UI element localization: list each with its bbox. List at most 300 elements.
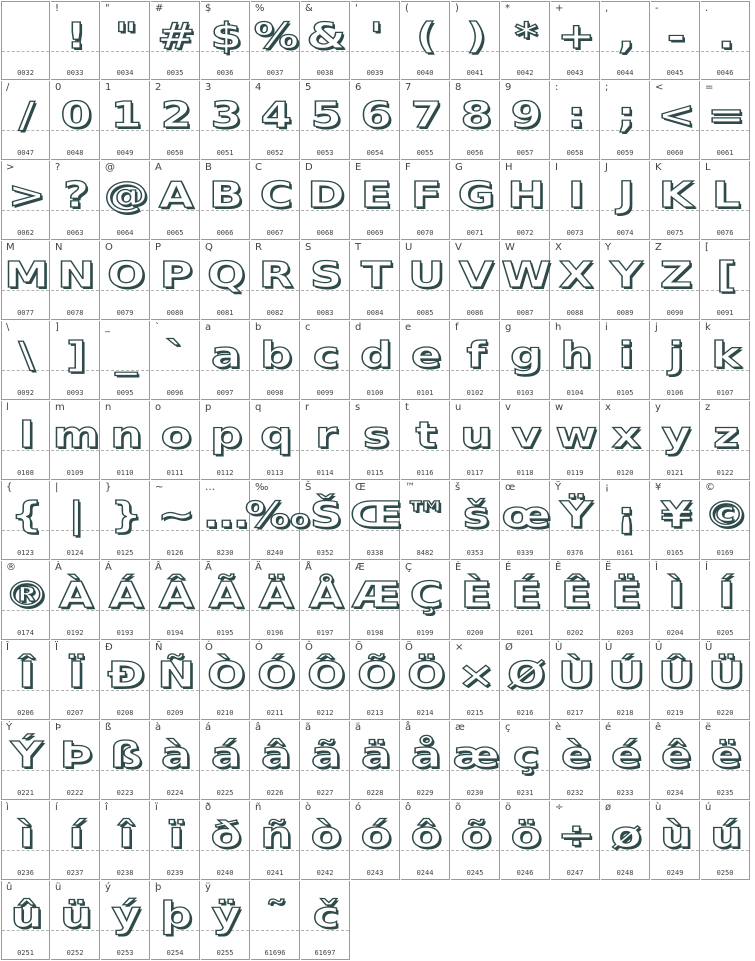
glyph-character-label: Í <box>705 562 708 573</box>
glyph-cell-61697 <box>301 881 350 960</box>
glyph-preview: Ç <box>409 575 441 616</box>
glyph-preview: É <box>510 575 540 616</box>
glyph-code-label: 0226 <box>266 789 284 797</box>
glyph-code-label: 0121 <box>666 469 684 477</box>
glyph-character-label: \ <box>6 322 10 333</box>
glyph-character-label: H <box>505 162 513 173</box>
glyph-cell-0119 <box>551 401 600 480</box>
glyph-preview: r <box>315 415 335 456</box>
glyph-code-label: 0199 <box>416 629 434 637</box>
glyph-code-label: 0036 <box>216 69 234 77</box>
glyph-preview: l <box>19 415 32 456</box>
glyph-character-label: ä <box>355 722 362 733</box>
glyph-code-label: 0174 <box>17 629 34 637</box>
glyph-character-label: < <box>655 82 664 93</box>
glyph-cell-0058 <box>551 81 600 160</box>
glyph-character-label: ? <box>55 162 61 173</box>
glyph-cell-0254 <box>151 881 200 960</box>
glyph-preview: Ý <box>10 735 41 776</box>
glyph-preview: > <box>7 175 44 216</box>
glyph-character-label: ¡ <box>605 482 610 493</box>
glyph-preview: × <box>457 655 493 696</box>
glyph-code-label: 0057 <box>516 149 534 157</box>
glyph-cell-0228 <box>351 721 400 800</box>
glyph-code-label: 0203 <box>616 629 634 637</box>
glyph-cell-0064 <box>101 161 150 240</box>
glyph-cell-0102 <box>451 321 500 400</box>
glyph-character-label: È <box>455 562 462 573</box>
glyph-cell-0047 <box>1 81 50 160</box>
glyph-code-label: 0249 <box>666 869 684 877</box>
glyph-code-label: 0125 <box>116 549 134 557</box>
glyph-cell-0207 <box>51 641 100 720</box>
glyph-cell-0032 <box>1 1 50 80</box>
glyph-code-label: 0076 <box>716 229 734 237</box>
glyph-character-label: n <box>105 402 112 413</box>
glyph-code-label: 0101 <box>416 389 434 397</box>
glyph-code-label: 0165 <box>666 549 684 557</box>
glyph-preview: Þ <box>59 735 91 776</box>
glyph-preview: ò <box>310 815 340 856</box>
glyph-preview: @ <box>103 175 147 216</box>
glyph-preview: N <box>57 255 93 296</box>
glyph-preview: F <box>410 175 440 216</box>
glyph-preview: t <box>415 415 435 456</box>
glyph-preview: ø <box>610 815 640 856</box>
glyph-code-label: 0104 <box>566 389 584 397</box>
glyph-cell-0232 <box>551 721 600 800</box>
glyph-cell-0059 <box>601 81 650 160</box>
glyph-code-label: 61696 <box>264 949 286 957</box>
glyph-character-label: ñ <box>255 802 262 813</box>
glyph-character-label: @ <box>105 162 115 173</box>
glyph-character-label: 0 <box>55 82 62 93</box>
glyph-preview: Ä <box>258 575 292 616</box>
glyph-cell-0080 <box>151 241 200 320</box>
glyph-cell-0247 <box>551 801 600 880</box>
glyph-cell-0076 <box>701 161 750 240</box>
glyph-preview: û <box>10 895 41 936</box>
glyph-preview: Û <box>657 655 693 696</box>
glyph-cell-0069 <box>351 161 400 240</box>
glyph-cell-0112 <box>201 401 250 480</box>
glyph-code-label: 0090 <box>666 309 684 317</box>
glyph-code-label: 0235 <box>716 789 734 797</box>
glyph-cell-0352 <box>301 481 350 560</box>
glyph-character-label: 3 <box>205 82 212 93</box>
glyph-character-label: ó <box>355 802 362 813</box>
glyph-cell-0045 <box>651 1 700 80</box>
glyph-cell-0105 <box>601 321 650 400</box>
glyph-character-label: & <box>305 3 313 14</box>
glyph-code-label: 0120 <box>616 469 634 477</box>
glyph-character-label: Ü <box>705 642 713 653</box>
glyph-cell-0174 <box>1 561 50 640</box>
glyph-code-label: 0216 <box>516 709 534 717</box>
glyph-cell-0126 <box>151 481 200 560</box>
glyph-character-label: Z <box>655 242 662 253</box>
glyph-code-label: 0080 <box>166 309 184 317</box>
glyph-code-label: 0247 <box>566 869 584 877</box>
glyph-cell-0038 <box>301 1 350 80</box>
glyph-code-label: 0207 <box>66 709 84 717</box>
glyph-character-label: { <box>6 482 13 493</box>
glyph-preview: Ÿ <box>559 495 591 536</box>
glyph-preview: R <box>258 255 292 296</box>
glyph-code-label: 0244 <box>416 869 434 877</box>
glyph-preview: î <box>118 815 132 856</box>
glyph-preview: f <box>466 335 484 376</box>
glyph-code-label: 0119 <box>566 469 584 477</box>
glyph-character-label: . <box>705 3 709 14</box>
glyph-code-label: 0096 <box>166 389 184 397</box>
glyph-cell-0092 <box>1 321 50 400</box>
glyph-preview: M <box>4 255 47 296</box>
glyph-code-label: 0098 <box>266 389 284 397</box>
glyph-code-label: 0228 <box>366 789 384 797</box>
glyph-character-label: Q <box>205 242 213 253</box>
glyph-preview: D <box>307 175 343 216</box>
glyph-character-label: ö <box>505 802 512 813</box>
glyph-cell-0125 <box>101 481 150 560</box>
glyph-cell-0046 <box>701 1 750 80</box>
glyph-preview: z <box>713 415 737 456</box>
glyph-cell-0120 <box>601 401 650 480</box>
glyph-cell-0198 <box>351 561 400 640</box>
glyph-character-label: š <box>455 482 461 493</box>
glyph-character-label: ' <box>355 3 358 14</box>
glyph-character-label: x <box>605 402 611 413</box>
glyph-code-label: 0033 <box>66 69 84 77</box>
glyph-preview: H <box>507 175 543 216</box>
glyph-code-label: 0061 <box>716 149 734 157</box>
glyph-preview: - <box>666 16 684 57</box>
glyph-character-label: Å <box>305 562 312 573</box>
glyph-preview: Ò <box>207 655 243 696</box>
glyph-code-label: 0110 <box>116 469 134 477</box>
glyph-preview: š <box>462 495 488 536</box>
glyph-cell-0111 <box>151 401 200 480</box>
glyph-character-label: , <box>605 3 609 14</box>
glyph-code-label: 0234 <box>666 789 684 797</box>
glyph-character-label: Ì <box>655 562 658 573</box>
glyph-cell-0097 <box>201 321 250 400</box>
glyph-cell-0193 <box>101 561 150 640</box>
glyph-code-label: 0255 <box>216 949 234 957</box>
glyph-preview: O <box>107 255 143 296</box>
glyph-cell-0071 <box>451 161 500 240</box>
glyph-code-label: 0223 <box>116 789 134 797</box>
glyph-preview: å <box>411 735 439 776</box>
glyph-character-label: Y <box>605 242 612 253</box>
glyph-character-label: ê <box>655 722 662 733</box>
glyph-cell-0103 <box>501 321 550 400</box>
glyph-code-label: 0068 <box>316 229 334 237</box>
glyph-preview: S <box>310 255 340 296</box>
glyph-character-label: Ç <box>405 562 412 573</box>
glyph-character-label: Ÿ <box>555 482 562 493</box>
glyph-code-label: 0252 <box>66 949 84 957</box>
glyph-code-label: 0220 <box>716 709 734 717</box>
glyph-preview: n <box>110 415 140 456</box>
glyph-code-label: 0338 <box>366 549 384 557</box>
glyph-preview: è <box>560 735 590 776</box>
glyph-code-label: 0056 <box>466 149 484 157</box>
glyph-code-label: 0212 <box>316 709 334 717</box>
glyph-preview: Ã <box>208 575 242 616</box>
glyph-code-label: 0083 <box>316 309 334 317</box>
glyph-character-label: B <box>205 162 212 173</box>
glyph-character-label: = <box>705 82 714 93</box>
glyph-cell-0085 <box>401 241 450 320</box>
glyph-cell-0376 <box>551 481 600 560</box>
glyph-preview: m <box>52 415 98 456</box>
glyph-preview: ß <box>110 735 140 776</box>
glyph-character-label: S <box>305 242 312 253</box>
glyph-preview: Í <box>717 575 733 616</box>
glyph-cell-0048 <box>51 81 100 160</box>
glyph-code-label: 8482 <box>416 549 434 557</box>
glyph-code-label: 0219 <box>666 709 684 717</box>
glyph-character-label: / <box>6 82 10 93</box>
glyph-cell-0231 <box>501 721 550 800</box>
glyph-cell-0110 <box>101 401 150 480</box>
glyph-cell-0091 <box>701 241 750 320</box>
glyph-preview: ? <box>63 175 87 216</box>
glyph-preview: Ô <box>307 655 343 696</box>
glyph-cell-0070 <box>401 161 450 240</box>
glyph-preview: h <box>560 335 590 376</box>
glyph-preview: & <box>306 16 344 57</box>
glyph-cell-0161 <box>601 481 650 560</box>
glyph-preview: â <box>261 735 289 776</box>
glyph-character-label: ÷ <box>555 802 564 813</box>
glyph-character-label: s <box>355 402 361 413</box>
glyph-cell-0238 <box>101 801 150 880</box>
glyph-cell-0052 <box>251 81 300 160</box>
glyph-preview: í <box>68 815 82 856</box>
glyph-code-label: 0093 <box>66 389 84 397</box>
glyph-preview: T <box>360 255 390 296</box>
glyph-character-label: y <box>655 402 661 413</box>
glyph-code-label: 0214 <box>416 709 434 717</box>
glyph-cell-0065 <box>151 161 200 240</box>
glyph-preview: Î <box>18 655 33 696</box>
glyph-preview: Æ <box>351 575 399 616</box>
glyph-character-label: å <box>405 722 412 733</box>
glyph-code-label: 0062 <box>17 229 34 237</box>
glyph-preview: Ï <box>67 655 83 696</box>
glyph-character-label: ò <box>305 802 312 813</box>
glyph-preview: , <box>617 16 633 57</box>
glyph-character-label: 6 <box>355 82 362 93</box>
glyph-code-label: 0194 <box>166 629 184 637</box>
glyph-code-label: 0041 <box>466 69 484 77</box>
glyph-code-label: 0046 <box>716 69 734 77</box>
glyph-character-label: Ð <box>105 642 113 653</box>
glyph-cell-0202 <box>551 561 600 640</box>
glyph-cell-0251 <box>1 881 50 960</box>
glyph-code-label: 0206 <box>17 709 34 717</box>
glyph-preview: \ <box>18 335 33 376</box>
glyph-code-label: 0116 <box>416 469 434 477</box>
glyph-preview: : <box>567 95 583 136</box>
glyph-character-label: m <box>55 402 65 413</box>
glyph-cell-0101 <box>401 321 450 400</box>
glyph-code-label: 0211 <box>266 709 284 717</box>
glyph-cell-0212 <box>301 641 350 720</box>
glyph-character-label: … <box>205 482 215 493</box>
glyph-cell-0169 <box>701 481 750 560</box>
glyph-preview: o <box>160 415 190 456</box>
glyph-cell-0214 <box>401 641 450 720</box>
glyph-cell-0035 <box>151 1 200 80</box>
glyph-preview: u <box>460 415 490 456</box>
glyph-character-label: U <box>405 242 413 253</box>
glyph-preview: ‰ <box>245 495 308 536</box>
glyph-code-label: 0071 <box>466 229 484 237</box>
glyph-character-label: 5 <box>305 82 312 93</box>
glyph-character-label: ` <box>155 322 160 333</box>
glyph-character-label: - <box>655 3 659 14</box>
glyph-code-label: 0236 <box>17 869 34 877</box>
glyph-cell-0117 <box>451 401 500 480</box>
glyph-character-label: ù <box>655 802 662 813</box>
glyph-character-label: w <box>555 402 564 413</box>
glyph-character-label: Ô <box>305 642 313 653</box>
glyph-cell-0246 <box>501 801 550 880</box>
glyph-cell-0236 <box>1 801 50 880</box>
glyph-preview: ÿ <box>211 895 239 936</box>
glyph-preview: ê <box>660 735 690 776</box>
glyph-character-label: À <box>55 562 62 573</box>
glyph-preview: b <box>260 335 290 376</box>
glyph-cell-0100 <box>351 321 400 400</box>
glyph-character-label: q <box>255 402 262 413</box>
glyph-code-label: 0087 <box>516 309 534 317</box>
glyph-preview: ; <box>617 95 633 136</box>
glyph-cell-0086 <box>451 241 500 320</box>
glyph-preview: Ë <box>610 575 640 616</box>
glyph-code-label: 0251 <box>17 949 34 957</box>
glyph-character-label: C <box>255 162 262 173</box>
glyph-cell-0203 <box>601 561 650 640</box>
glyph-code-label: 0117 <box>466 469 484 477</box>
glyph-character-label: c <box>305 322 311 333</box>
glyph-character-label: Â <box>155 562 162 573</box>
glyph-code-label: 0045 <box>666 69 684 77</box>
glyph-cell-0240 <box>201 801 250 880</box>
glyph-code-label: 0058 <box>566 149 584 157</box>
glyph-preview: X <box>558 255 592 296</box>
glyph-cell-0197 <box>301 561 350 640</box>
glyph-cell-0165 <box>651 481 700 560</box>
glyph-cell-0043 <box>551 1 600 80</box>
glyph-code-label: 0197 <box>316 629 334 637</box>
glyph-cell-0072 <box>501 161 550 240</box>
glyph-code-label: 0238 <box>116 869 134 877</box>
glyph-preview: j <box>668 335 682 376</box>
glyph-code-label: 0069 <box>366 229 384 237</box>
glyph-code-label: 0118 <box>516 469 534 477</box>
glyph-cell-0210 <box>201 641 250 720</box>
glyph-preview: . <box>717 16 733 57</box>
glyph-character-label: K <box>655 162 662 173</box>
glyph-character-label: J <box>605 162 608 173</box>
glyph-character-label: ( <box>405 3 409 14</box>
glyph-code-label: 0195 <box>216 629 234 637</box>
glyph-code-label: 0231 <box>516 789 534 797</box>
glyph-code-label: 0202 <box>566 629 584 637</box>
glyph-preview: © <box>703 495 747 536</box>
glyph-code-label: 0124 <box>66 549 84 557</box>
glyph-character-label: ® <box>6 562 16 573</box>
glyph-character-label: â <box>255 722 262 733</box>
glyph-code-label: 0078 <box>66 309 84 317</box>
glyph-cell-0205 <box>701 561 750 640</box>
glyph-code-label: 0233 <box>616 789 634 797</box>
glyph-character-label: ™ <box>405 482 415 493</box>
glyph-cell-0060 <box>651 81 700 160</box>
glyph-code-label: 0122 <box>716 469 734 477</box>
glyph-code-label: 0038 <box>316 69 334 77</box>
glyph-code-label: 0063 <box>66 229 84 237</box>
glyph-preview: Ü <box>707 655 743 696</box>
glyph-code-label: 0044 <box>616 69 634 77</box>
glyph-cell-0118 <box>501 401 550 480</box>
glyph-character-label: î <box>105 802 108 813</box>
glyph-cell-0036 <box>201 1 250 80</box>
glyph-code-label: 0103 <box>516 389 534 397</box>
glyph-preview: Ø <box>507 655 543 696</box>
glyph-preview: C <box>259 175 291 216</box>
glyph-character-label: à <box>155 722 162 733</box>
glyph-code-label: 0082 <box>266 309 284 317</box>
glyph-preview: Œ <box>349 495 400 536</box>
glyph-cell-0037 <box>251 1 300 80</box>
glyph-character-label: f <box>455 322 459 333</box>
glyph-code-label: 0065 <box>166 229 184 237</box>
glyph-preview: P <box>159 255 191 296</box>
glyph-cell-0353 <box>451 481 500 560</box>
glyph-preview: 9 <box>510 95 540 136</box>
glyph-code-label: 0109 <box>66 469 84 477</box>
glyph-code-label: 0208 <box>116 709 134 717</box>
glyph-cell-0201 <box>501 561 550 640</box>
glyph-character-label: 2 <box>155 82 162 93</box>
glyph-preview: ) <box>465 16 485 57</box>
glyph-preview: p <box>210 415 240 456</box>
glyph-character-label: % <box>255 3 265 14</box>
glyph-code-label: 0114 <box>316 469 334 477</box>
glyph-preview: 2 <box>160 95 190 136</box>
glyph-code-label: 0039 <box>366 69 384 77</box>
glyph-preview: y <box>661 415 689 456</box>
glyph-code-label: 8230 <box>216 549 234 557</box>
glyph-cell-0108 <box>1 401 50 480</box>
glyph-character-label: > <box>6 162 15 173</box>
glyph-code-label: 0081 <box>216 309 234 317</box>
glyph-code-label: 0095 <box>116 389 134 397</box>
glyph-preview: ˜ <box>265 895 285 936</box>
glyph-preview: a <box>211 335 239 376</box>
glyph-preview: Ñ <box>157 655 193 696</box>
glyph-preview: ! <box>65 16 85 57</box>
glyph-character-label: Ë <box>605 562 612 573</box>
glyph-character-label: Ö <box>405 642 413 653</box>
glyph-cell-61696 <box>251 881 300 960</box>
glyph-preview: ì <box>19 815 32 856</box>
